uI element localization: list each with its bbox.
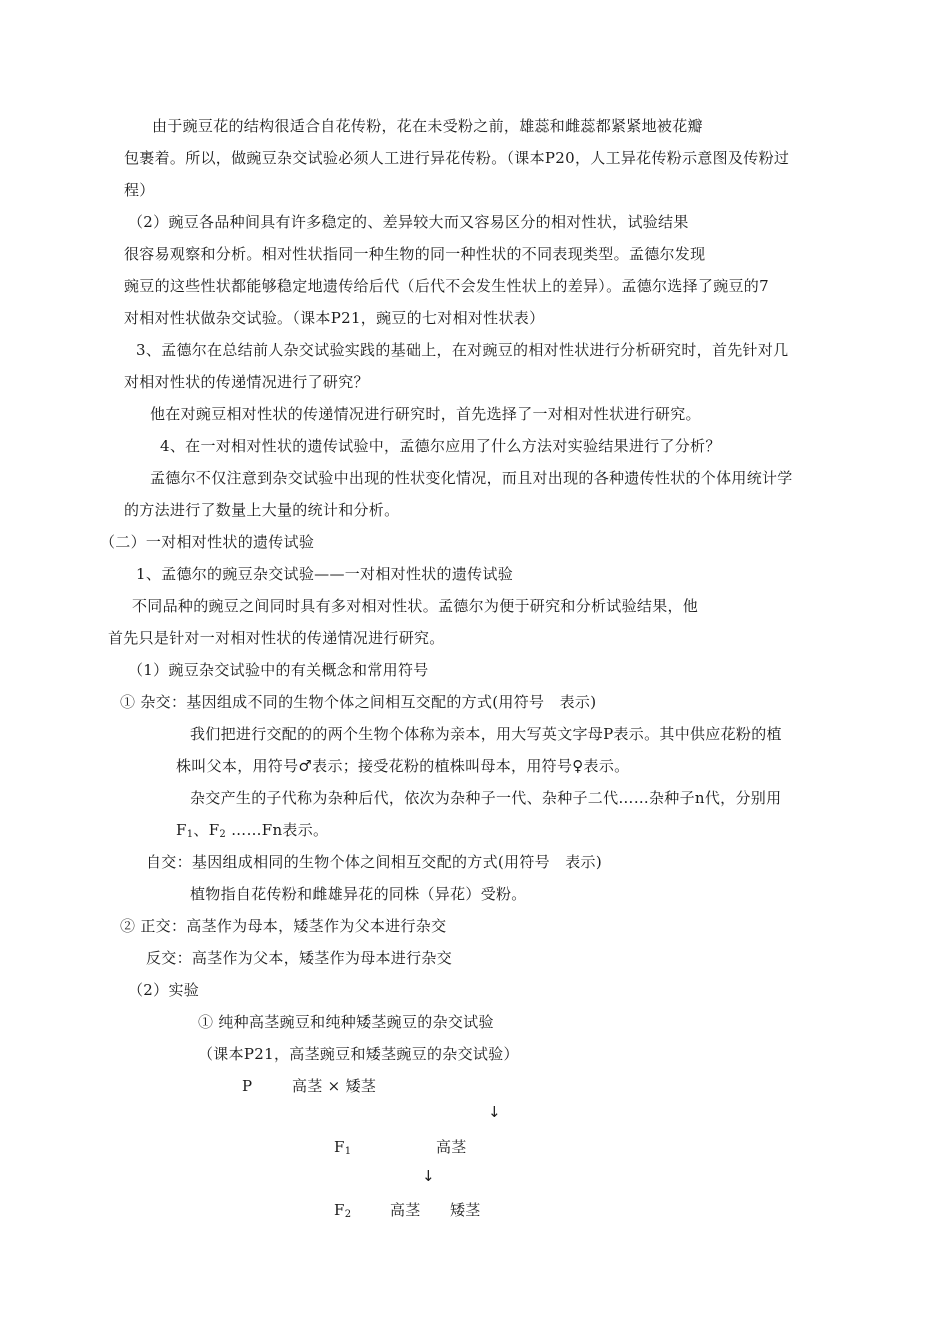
definition-line: 杂交产生的子代称为杂种后代，依次为杂种子一代、杂种子二代……杂种子n代，分别用 [190, 789, 782, 807]
f2-phenotype-short: 矮茎 [450, 1201, 481, 1219]
f1-generation-label [334, 1137, 351, 1162]
paragraph-line: 对相对性状做杂交试验。（课本P21，豌豆的七对相对性状表） [124, 309, 545, 327]
f2-phenotype-tall: 高茎 [390, 1201, 421, 1219]
paragraph-line: 包裹着。所以，做豌豆杂交试验必须人工进行异花传粉。（课本P20，人工异花传粉示意图及传粉过 [124, 149, 790, 167]
definition-line: ① 杂交：基因组成不同的生物个体之间相互交配的方式(用符号 表示) [120, 693, 597, 711]
question-line: 对相对性状的传递情况进行了研究？ [124, 373, 369, 391]
paragraph-line: 很容易观察和分析。相对性状指同一种生物的同一种性状的不同表现类型。孟德尔发现 [124, 245, 706, 263]
f2-symbol: F [334, 1201, 345, 1219]
f2-generation-label [334, 1200, 351, 1225]
paragraph-line: 豌豆的这些性状都能够稳定地遗传给后代（后代不会发生性状上的差异）。孟德尔选择了豌豆的7 [124, 277, 769, 295]
question-line: 4、在一对相对性状的遗传试验中，孟德尔应用了什么方法对实验结果进行了分析？ [160, 437, 721, 455]
definition-line: 自交：基因组成相同的生物个体之间相互交配的方式(用符号 表示) [146, 853, 603, 871]
answer-line: 的方法进行了数量上大量的统计和分析。 [124, 501, 400, 519]
definition-line: 我们把进行交配的的两个生物个体称为亲本，用大写英文字母P表示。其中供应花粉的植 [190, 725, 782, 743]
definition-line: 植物指自花传粉和雌雄异花的同株（异花）受粉。 [190, 885, 527, 903]
question-line: 3、孟德尔在总结前人杂交试验实践的基础上，在对豌豆的相对性状进行分析研究时，首先针对几 [136, 341, 789, 359]
down-arrow-icon: ↓ [422, 1167, 435, 1185]
f2-subscript: 2 [344, 1209, 352, 1220]
f1-symbol: F [334, 1138, 345, 1156]
experiment-reference: （课本P21，高茎豌豆和矮茎豌豆的杂交试验） [198, 1045, 519, 1063]
f-subscript: 2 [219, 829, 227, 840]
f1-phenotype: 高茎 [436, 1138, 467, 1156]
subsection-heading: 1、孟德尔的豌豆杂交试验——一对相对性状的遗传试验 [136, 565, 514, 583]
answer-line: 他在对豌豆相对性状的传递情况进行研究时，首先选择了一对相对性状进行研究。 [150, 405, 701, 423]
parent-generation-label: P [242, 1077, 253, 1095]
f-subscript: 1 [186, 829, 194, 840]
answer-line: 孟德尔不仅注意到杂交试验中出现的性状变化情况，而且对出现的各种遗传性状的个体用统计学 [150, 469, 793, 487]
subsection-heading: （2）实验 [128, 981, 200, 999]
parent-cross: 高茎 × 矮茎 [292, 1077, 377, 1095]
definition-line: 株叫父本，用符号♂表示；接受花粉的植株叫母本，用符号♀表示。 [176, 757, 630, 775]
f1-subscript: 1 [344, 1146, 352, 1157]
definition-line: ② 正交：高茎作为母本，矮茎作为父本进行杂交 [120, 917, 447, 935]
paragraph-line: 程） [124, 181, 155, 199]
paragraph-line: 不同品种的豌豆之间同时具有多对相对性状。孟德尔为便于研究和分析试验结果，他 [132, 597, 699, 615]
definition-line [176, 820, 328, 845]
f-symbol: 、F [193, 821, 220, 839]
subsection-heading: （1）豌豆杂交试验中的有关概念和常用符号 [128, 661, 429, 679]
paragraph-line: 首先只是针对一对相对性状的传递情况进行研究。 [108, 629, 445, 647]
f-symbol: F [176, 821, 187, 839]
definition-text: ……Fn表示。 [226, 821, 329, 839]
section-heading: （二）一对相对性状的遗传试验 [100, 533, 315, 551]
paragraph-line: （2）豌豆各品种间具有许多稳定的、差异较大而又容易区分的相对性状，试验结果 [128, 213, 689, 231]
down-arrow-icon: ↓ [488, 1103, 501, 1121]
definition-line: 反交：高茎作为父本，矮茎作为母本进行杂交 [146, 949, 453, 967]
experiment-title: ① 纯种高茎豌豆和纯种矮茎豌豆的杂交试验 [198, 1013, 494, 1031]
paragraph-line: 由于豌豆花的结构很适合自花传粉，花在未受粉之前，雄蕊和雌蕊都紧紧地被花瓣 [152, 117, 703, 135]
